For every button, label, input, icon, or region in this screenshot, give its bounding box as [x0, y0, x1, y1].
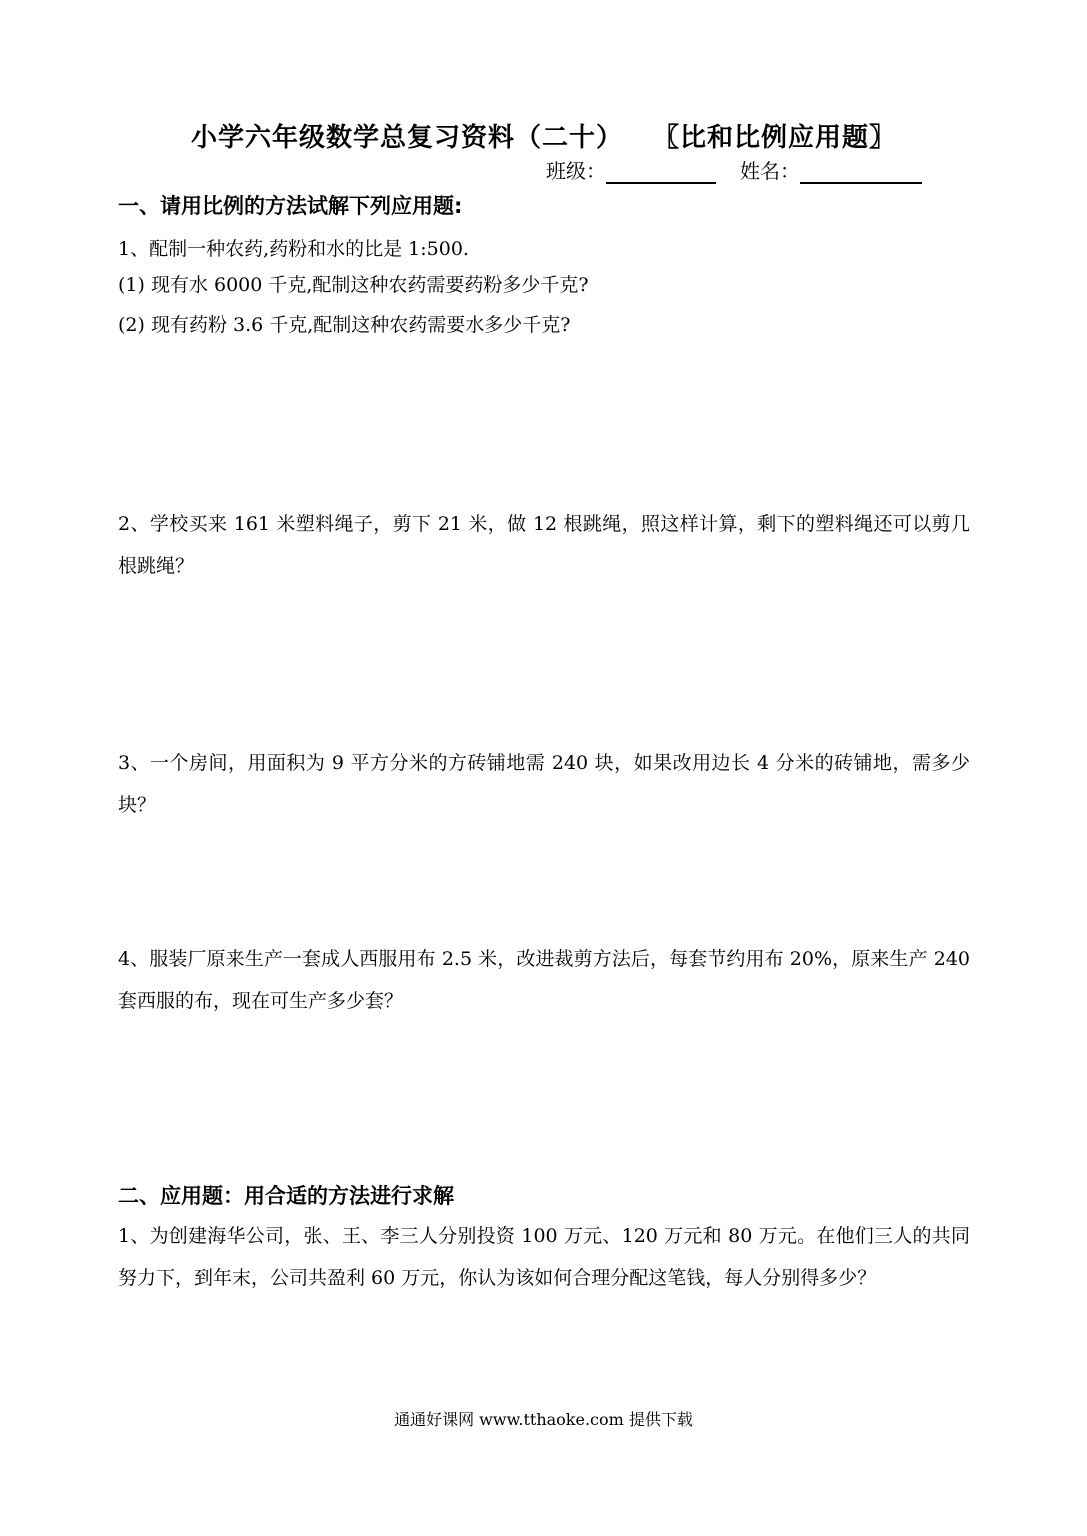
section2-question-1: 1、为创建海华公司，张、王、李三人分别投资 100 万元、120 万元和 80 万元。在他们三人的共同努力下，到年末，公司共盈利 60 万元，你认为该如何合理分配这笔钱，每人分别得多少？	[118, 1225, 970, 1289]
question-1-part-1: (1) 现有水 6000 千克,配制这种农药需要药粉多少千克?	[118, 274, 589, 296]
title-topic: 〖比和比例应用题〗	[653, 123, 897, 153]
question-3: 3、一个房间，用面积为 9 平方分米的方砖铺地需 240 块，如果改用边长 4 分米的砖铺地，需多少块？	[118, 752, 970, 816]
question-1-part-2: (2) 现有药粉 3.6 千克,配制这种农药需要水多少千克?	[118, 314, 571, 336]
footer-source: 通通好课网 www.tthaoke.com 提供下载	[394, 1410, 693, 1429]
section1-heading: 一、请用比例的方法试解下列应用题:	[118, 194, 463, 218]
name-label: 姓名：	[740, 159, 800, 183]
title-main: 小学六年级数学总复习资料（二十）	[190, 123, 623, 153]
question-2: 2、学校买来 161 米塑料绳子，剪下 21 米，做 12 根跳绳，照这样计算，剩下的塑料绳还可以剪几根跳绳？	[118, 513, 970, 577]
page-title	[0, 118, 1087, 158]
name-blank[interactable]	[800, 160, 922, 184]
section2-heading: 二、应用题：用合适的方法进行求解	[118, 1184, 454, 1208]
question-4: 4、服装厂原来生产一套成人西服用布 2.5 米，改进裁剪方法后，每套节约用布 20%，原来生产 240 套西服的布，现在可生产多少套？	[118, 948, 970, 1012]
class-blank[interactable]	[606, 160, 716, 184]
student-info-fields	[546, 156, 922, 186]
class-label: 班级：	[546, 159, 606, 183]
question-1: 1、配制一种农药,药粉和水的比是 1:500.	[118, 238, 469, 260]
